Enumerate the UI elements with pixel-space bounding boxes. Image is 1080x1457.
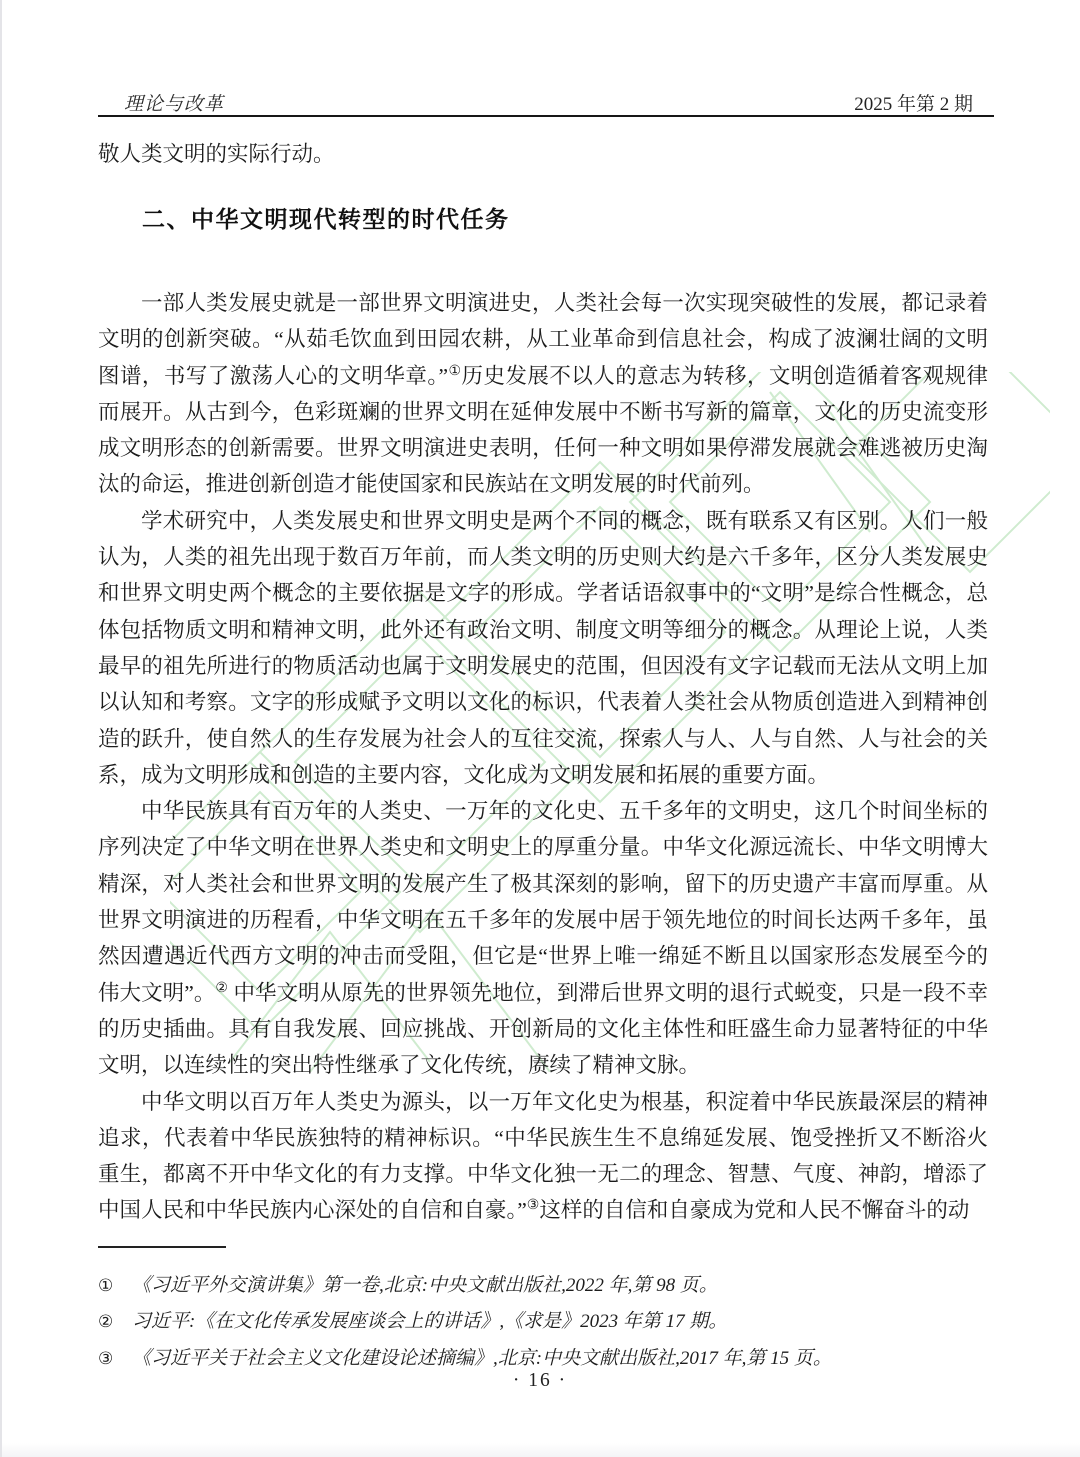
paragraph-1 <box>98 285 988 503</box>
footnote-ref-1: ① <box>448 363 462 379</box>
paragraph-3-rest: 中华文明从原先的世界领先地位，到滞后世界文明的退行式蜕变，只是一段不幸的历史插曲。具有自我发展、回应挑战、开创新局的文化主体性和旺盛生命力显著特征的中华文明，以连续性的突出特性继承了文化传统，赓续了精神文脉。 <box>98 980 988 1078</box>
footnote-1 <box>98 1268 988 1304</box>
page-left-edge <box>0 0 2 1457</box>
paragraph-1-rest: 历史发展不以人的意志为转移，文明创造循着客观规律而展开。从古到今，色彩斑斓的世界文明在延伸发展中不断书写新的篇章，文化的历史流变形成文明形态的创新需要。世界文明演进史表明，任何一种文明如果停滞发展就会难逃被历史淘汰的命运，推进创新创造才能使国家和民族站在文明发展的时代前列。 <box>98 363 988 497</box>
footnote-3-text: 《习近平关于社会主义文化建设论述摘编》,北京:中央文献出版社,2017 年,第 15 页。 <box>132 1347 832 1369</box>
footnotes <box>98 1268 988 1377</box>
continuation-text: 敬人类文明的实际行动。 <box>98 142 335 166</box>
page-header <box>124 89 973 116</box>
footnote-1-text: 《习近平外交演讲集》第一卷,北京:中央文献出版社,2022 年,第 98 页。 <box>132 1275 718 1296</box>
body-text <box>98 285 988 1247</box>
paragraph-1-text: 一部人类发展史就是一部世界文明演进史，人类社会每一次实现突破性的发展，都记录着文明的创新突破。“从茹毛饮血到田园农耕，从工业革命到信息社会，构成了波澜壮阔的文明图谱，书写了激荡人心的文明华章。” <box>98 291 988 388</box>
footnote-2 <box>98 1304 988 1340</box>
paragraph-2 <box>98 503 988 793</box>
footnote-2-marker: ② <box>98 1312 114 1332</box>
header-rule <box>98 115 994 117</box>
paragraph-2-text: 学术研究中，人类发展史和世界文明史是两个不同的概念，既有联系又有区别。人们一般认为，人类的祖先出现于数百万年前，而人类文明的历史则大约是六千多年，区分人类发展史和世界文明史两个概念的主要依据是文字的形成。学者话语叙事中的“文明”是综合性概念，总体包括物质文明和精神文明，此外还有政治文明、制度文明等细分的概念。从理论上说，人类最早的祖先所进行的物质活动也属于文明发展史的范围，但因没有文字记载而无法从文明上加以认知和考察。文字的形成赋予文明以文化的标识，代表着人类社会从物质创造进入到精神创造的跃升，使自然人的生存发展为社会人的互往交流，探索人与人、人与自然、人与社会的关系，成为文明形成和创造的主要内容，文化成为文明发展和拓展的重要方面。 <box>98 508 988 787</box>
footnote-ref-3: ③ <box>526 1198 540 1214</box>
footnote-divider <box>98 1246 226 1248</box>
paragraph-4 <box>98 1084 988 1229</box>
footnote-ref-2: ② <box>215 980 229 996</box>
paragraph-4-text: 中华文明以百万年人类史为源头，以一万年文化史为根基，积淀着中华民族最深层的精神追求，代表着中华民族独特的精神标识。“中华民族生生不息绵延发展、饱受挫折又不断浴火重生，都离不开中华文化的有力支撑。中华文化独一无二的理念、智慧、气度、神韵，增添了中国人民和中华民族内心深处的自信和自豪。” <box>98 1089 988 1223</box>
footnote-1-marker: ① <box>98 1276 114 1295</box>
page-bottom-shadow <box>0 1443 1080 1457</box>
issue-label: 2025 年第 2 期 <box>854 94 973 115</box>
journal-title: 理论与改革 <box>124 94 225 115</box>
section-heading: 二、中华文明现代转型的时代任务 <box>142 207 510 233</box>
paragraph-4-rest: 这样的自信和自豪成为党和人民不懈奋斗的动 <box>539 1198 970 1223</box>
footnote-3-marker: ③ <box>98 1348 114 1368</box>
paragraph-3-text: 中华民族具有百万年的人类史、一万年的文化史、五千多年的文明史，这几个时间坐标的序列决定了中华文明在世界人类史和文明史上的厚重分量。中华文化源远流长、中华文明博大精深，对人类社会和世界文明的发展产生了极其深刻的影响，留下的历史遗产丰富而厚重。从世界文明演进的历程看，中华文明在五千多年的发展中居于领先地位的时间长达两千多年，虽然因遭遇近代西方文明的冲击而受阻，但它是“世界上唯一绵延不断且以国家形态发展至今的伟大文明”。 <box>98 799 988 1005</box>
footnote-2-text: 习近平:《在文化传承发展座谈会上的讲话》,《求是》2023 年第 17 期。 <box>132 1311 728 1333</box>
page-number: · 16 · <box>512 1370 568 1391</box>
paragraph-3 <box>98 793 988 1083</box>
